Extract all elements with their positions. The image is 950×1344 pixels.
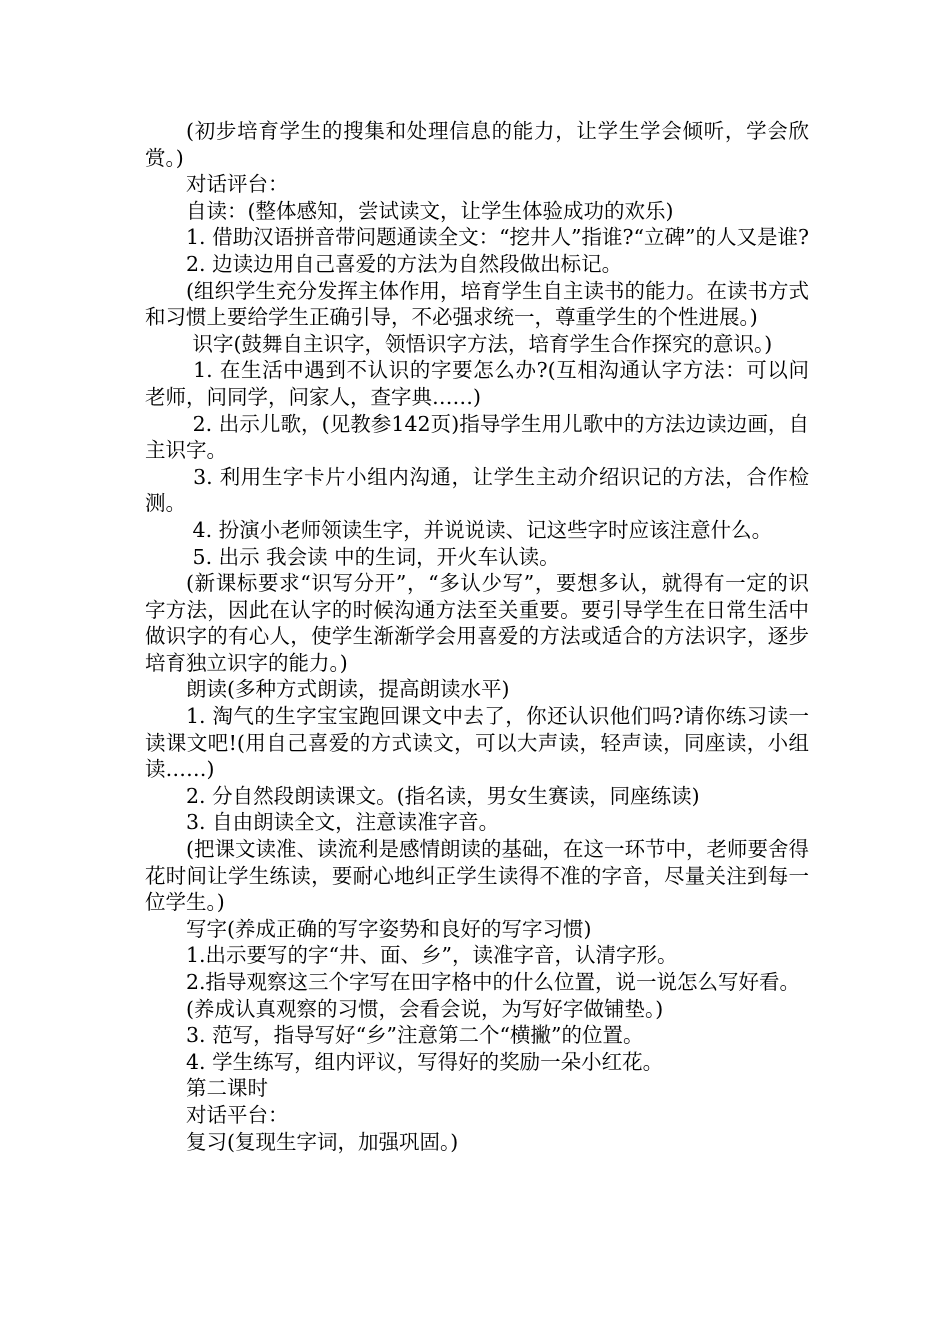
- list-item: 1. 借助汉语拼音带问题通读全文：“挖井人”指谁?“立碑”的人又是谁?: [186, 225, 809, 250]
- paragraph: (初步培育学生的搜集和处理信息的能力，让学生学会倾听，学会欣赏。): [145, 119, 809, 170]
- section-heading: 对话评台：: [186, 172, 289, 197]
- list-item: 4. 学生练写，组内评议，写得好的奖励一朵小红花。: [186, 1049, 664, 1074]
- paragraph: 自读：(整体感知，尝试读文，让学生体验成功的欢乐): [186, 198, 674, 223]
- list-item: 4. 扮演小老师领读生字，并说说读、记这些字时应该注意什么。: [186, 517, 773, 542]
- section-heading: 写字(养成正确的写字姿势和良好的写字习惯): [186, 916, 592, 941]
- list-item: 1. 在生活中遇到不认识的字要怎么办?(互相沟通认字方法：可以问老师，问同学，问家人，查字典……): [145, 358, 809, 409]
- list-item: 3. 范写，指导写好“乡”注意第二个“横撇”的位置。: [186, 1023, 644, 1048]
- section-heading: 复习(复现生字词，加强巩固。): [186, 1129, 459, 1154]
- list-item: 2. 边读边用自己喜爱的方法为自然段做出标记。: [186, 251, 623, 276]
- section-heading: 朗读(多种方式朗读，提高朗读水平): [186, 677, 510, 702]
- list-item: 3. 自由朗读全文，注意读准字音。: [186, 810, 500, 835]
- list-item: 3. 利用生字卡片小组内沟通，让学生主动介绍识记的方法，合作检测。: [145, 464, 809, 516]
- list-item: 2.指导观察这三个字写在田字格中的什么位置，说一说怎么写好看。: [186, 970, 801, 994]
- list-item: 2. 分自然段朗读课文。(指名读，男女生赛读，同座练读): [186, 783, 700, 808]
- paragraph: (把课文读准、读流利是感情朗读的基础，在这一环节中，老师要舍得花时间让学生练读，要耐心地纠正学生读得不准的字音，尽量关注到每一位学生。): [145, 837, 809, 915]
- list-item: 1. 淘气的生字宝宝跑回课文中去了，你还认识他们吗?请你练习读一读课文吧!(用自己喜爱的方式读文，可以大声读，轻声读，同座读，小组读……): [145, 704, 809, 782]
- list-item: 1.出示要写的字“井、面、乡”，读准字音，认清字形。: [186, 943, 678, 968]
- lesson-title: 第二课时: [186, 1076, 268, 1101]
- list-item: 2. 出示儿歌，(见教参142页)指导学生用儿歌中的方法边读边画，自主识字。: [145, 411, 809, 463]
- section-heading: 识字(鼓舞自主识字，领悟识字方法，培育学生合作探究的意识。): [186, 331, 773, 356]
- document-body: [145, 118, 809, 1155]
- paragraph: (养成认真观察的习惯，会看会说，为写好字做铺垫。): [186, 996, 664, 1021]
- paragraph: (组织学生充分发挥主体作用，培育学生自主读书的能力。在读书方式和习惯上要给学生正确引导，不必强求统一，尊重学生的个性进展。): [145, 278, 809, 330]
- paragraph: (新课标要求“识写分开”，“多认少写”，要想多认，就得有一定的识字方法，因此在认字的时候沟通方法至关重要。要引导学生在日常生活中做识字的有心人，使学生渐渐学会用喜爱的方法或适合的方法识字，逐步培育独立识字的能力。): [145, 571, 809, 675]
- section-heading: 对话平台：: [186, 1102, 289, 1127]
- list-item: 5. 出示 我会读 中的生词，开火车认读。: [186, 544, 560, 569]
